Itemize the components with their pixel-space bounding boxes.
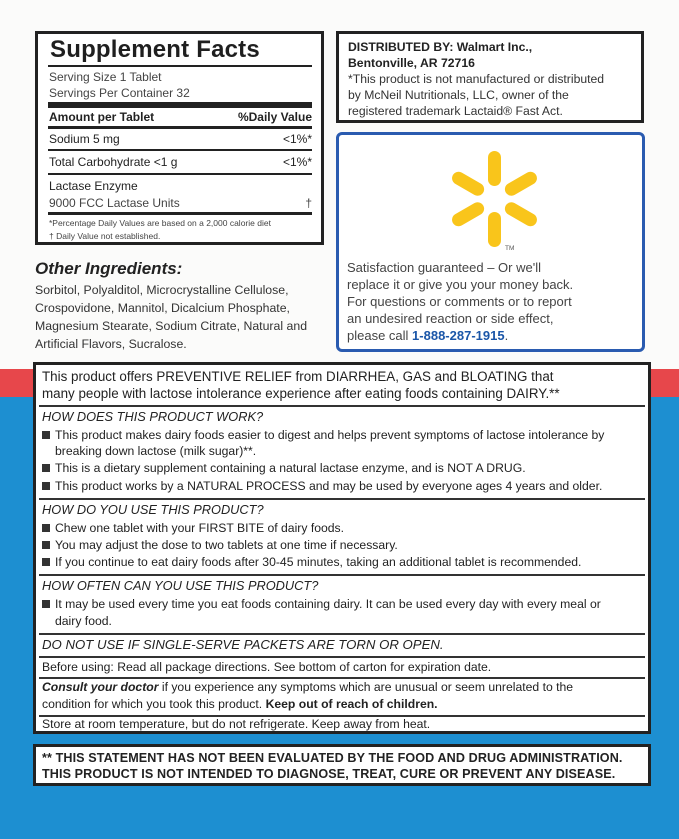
- distributor-name: DISTRIBUTED BY: Walmart Inc.,: [348, 40, 533, 54]
- bullet-continuation: breaking down lactose (milk sugar)**.: [55, 444, 257, 458]
- phone-number[interactable]: 1-888-287-1915: [412, 328, 505, 343]
- bullet-square-icon: [42, 524, 50, 532]
- facts-header-row: [49, 110, 312, 124]
- lead-statement-1: This product offers PREVENTIVE RELIEF from DIARRHEA, GAS and BLOATING that: [42, 369, 554, 384]
- lactase-amount: 9000 FCC Lactase Units: [49, 196, 180, 210]
- distributor-address: Bentonville, AR 72716: [348, 56, 475, 70]
- servings-per-container: Servings Per Container 32: [49, 86, 190, 100]
- bullet-square-icon: [42, 482, 50, 490]
- call-prefix: please call: [347, 328, 413, 343]
- amount-header: Amount per Tablet: [49, 110, 155, 124]
- divider: [48, 126, 312, 129]
- lead-statement-2: many people with lactose intolerance experience after eating foods containing DAIRY.**: [42, 386, 560, 401]
- ingredients-line-2: Crospovidone, Mannitol, Dicalcium Phosphate,: [35, 301, 290, 315]
- bullet-square-icon: [42, 541, 50, 549]
- nutrient-amount: 5 mg: [93, 132, 120, 146]
- divider: [39, 656, 645, 658]
- lactase-dv: †: [305, 196, 312, 210]
- bullet-item: It may be used every time you eat foods containing dairy. It can be used every day with every meal or: [42, 597, 601, 611]
- guarantee-line-3: For questions or comments or to report: [347, 294, 572, 309]
- bullet-square-icon: [42, 600, 50, 608]
- distributor-panel: [336, 31, 644, 123]
- bullet-item: You may adjust the dose to two tablets at one time if necessary.: [42, 538, 398, 552]
- trademark-note-3: registered trademark Lactaid® Fast Act.: [348, 104, 563, 118]
- nutrient-amount: <1 g: [153, 155, 178, 169]
- footnote-daily-values: *Percentage Daily Values are based on a 2,000 calorie diet: [49, 218, 271, 228]
- bullet-item: Chew one tablet with your FIRST BITE of dairy foods.: [42, 521, 344, 535]
- fda-disclaimer-panel: [33, 744, 651, 786]
- ingredients-line-1: Sorbitol, Polyalditol, Microcrystalline Cellulose,: [35, 283, 289, 297]
- walmart-spark-logo: [447, 149, 543, 249]
- divider: [39, 574, 645, 576]
- guarantee-line-2: replace it or give you your money back.: [347, 277, 574, 292]
- divider: [39, 677, 645, 679]
- guarantee-line-1: Satisfaction guaranteed – Or we'll: [347, 260, 541, 275]
- call-suffix: .: [504, 328, 509, 343]
- divider: [48, 149, 312, 151]
- section-heading-how-often: HOW OFTEN CAN YOU USE THIS PRODUCT?: [42, 578, 319, 593]
- serving-size: Serving Size 1 Tablet: [49, 70, 162, 84]
- section-heading-how-works: HOW DOES THIS PRODUCT WORK?: [42, 409, 264, 424]
- consult-doctor-line-2: condition for which you took this product. Keep out of reach of children.: [42, 697, 438, 711]
- footnote-not-established: † Daily Value not established.: [49, 231, 161, 241]
- bullet-square-icon: [42, 431, 50, 439]
- bullet-continuation: dairy food.: [55, 614, 112, 628]
- supplement-facts-title: Supplement Facts: [50, 36, 260, 63]
- guarantee-line-4: an undesired reaction or side effect,: [347, 311, 554, 326]
- guarantee-call-line: [347, 328, 508, 343]
- facts-row-sodium: [49, 132, 312, 146]
- disclaimer-line-2: THIS PRODUCT IS NOT INTENDED TO DIAGNOSE, TREAT, CURE OR PREVENT ANY DISEASE.: [42, 767, 616, 781]
- nutrient-name: Sodium: [49, 132, 90, 146]
- trademark-note-1: *This product is not manufactured or distributed: [348, 72, 605, 86]
- bullet-square-icon: [42, 464, 50, 472]
- consult-doctor-line-1: Consult your doctor if you experience any symptoms which are unusual or seem unrelated to the: [42, 680, 574, 694]
- do-not-use-warning: DO NOT USE IF SINGLE-SERVE PACKETS ARE TORN OR OPEN.: [42, 637, 444, 652]
- keep-out-of-reach: Keep out of reach of children.: [265, 697, 438, 711]
- divider: [39, 498, 645, 500]
- disclaimer-line-1: ** THIS STATEMENT HAS NOT BEEN EVALUATED BY THE FOOD AND DRUG ADMINISTRATION.: [42, 751, 623, 765]
- bullet-item: If you continue to eat dairy foods after 30-45 minutes, taking an additional tablet is recommended.: [42, 555, 581, 569]
- bullet-item: This product works by a NATURAL PROCESS and may be used by everyone ages 4 years and older.: [42, 479, 602, 493]
- bullet-square-icon: [42, 558, 50, 566]
- bullet-item: This is a dietary supplement containing a natural lactase enzyme, and is NOT A DRUG.: [42, 461, 526, 475]
- divider: [39, 633, 645, 635]
- nutrient-dv: <1%*: [282, 155, 312, 169]
- bullet-item: This product makes dairy foods easier to digest and helps prevent symptoms of lactose intolerance by: [42, 428, 604, 442]
- thick-divider: [48, 212, 312, 215]
- trademark-note-2: by McNeil Nutritionals, LLC, owner of the: [348, 88, 569, 102]
- lactase-name: Lactase Enzyme: [49, 179, 138, 193]
- thick-divider: [48, 102, 312, 108]
- daily-value-header: %Daily Value: [237, 110, 312, 124]
- divider: [48, 173, 312, 175]
- before-using-note: Before using: Read all package directions. See bottom of carton for expiration date.: [42, 660, 492, 674]
- section-heading-how-use: HOW DO YOU USE THIS PRODUCT?: [42, 502, 264, 517]
- storage-note: Store at room temperature, but do not refrigerate. Keep away from heat.: [42, 717, 431, 731]
- divider: [39, 405, 645, 407]
- usage-information-panel: [33, 362, 651, 734]
- supplement-facts-panel: [35, 31, 324, 245]
- other-ingredients-title: Other Ingredients:: [35, 259, 183, 278]
- nutrient-dv: <1%*: [282, 132, 312, 146]
- ingredients-line-3: Magnesium Stearate, Sodium Citrate, Natural and: [35, 319, 308, 333]
- facts-row-lactase: [49, 196, 312, 210]
- ingredients-line-4: Artificial Flavors, Sucralose.: [35, 337, 187, 351]
- nutrient-name: Total Carbohydrate: [49, 155, 151, 169]
- divider: [48, 65, 312, 67]
- walmart-guarantee-panel: [336, 132, 645, 352]
- facts-row-carbohydrate: [49, 155, 312, 169]
- trademark-mark: TM: [505, 245, 515, 252]
